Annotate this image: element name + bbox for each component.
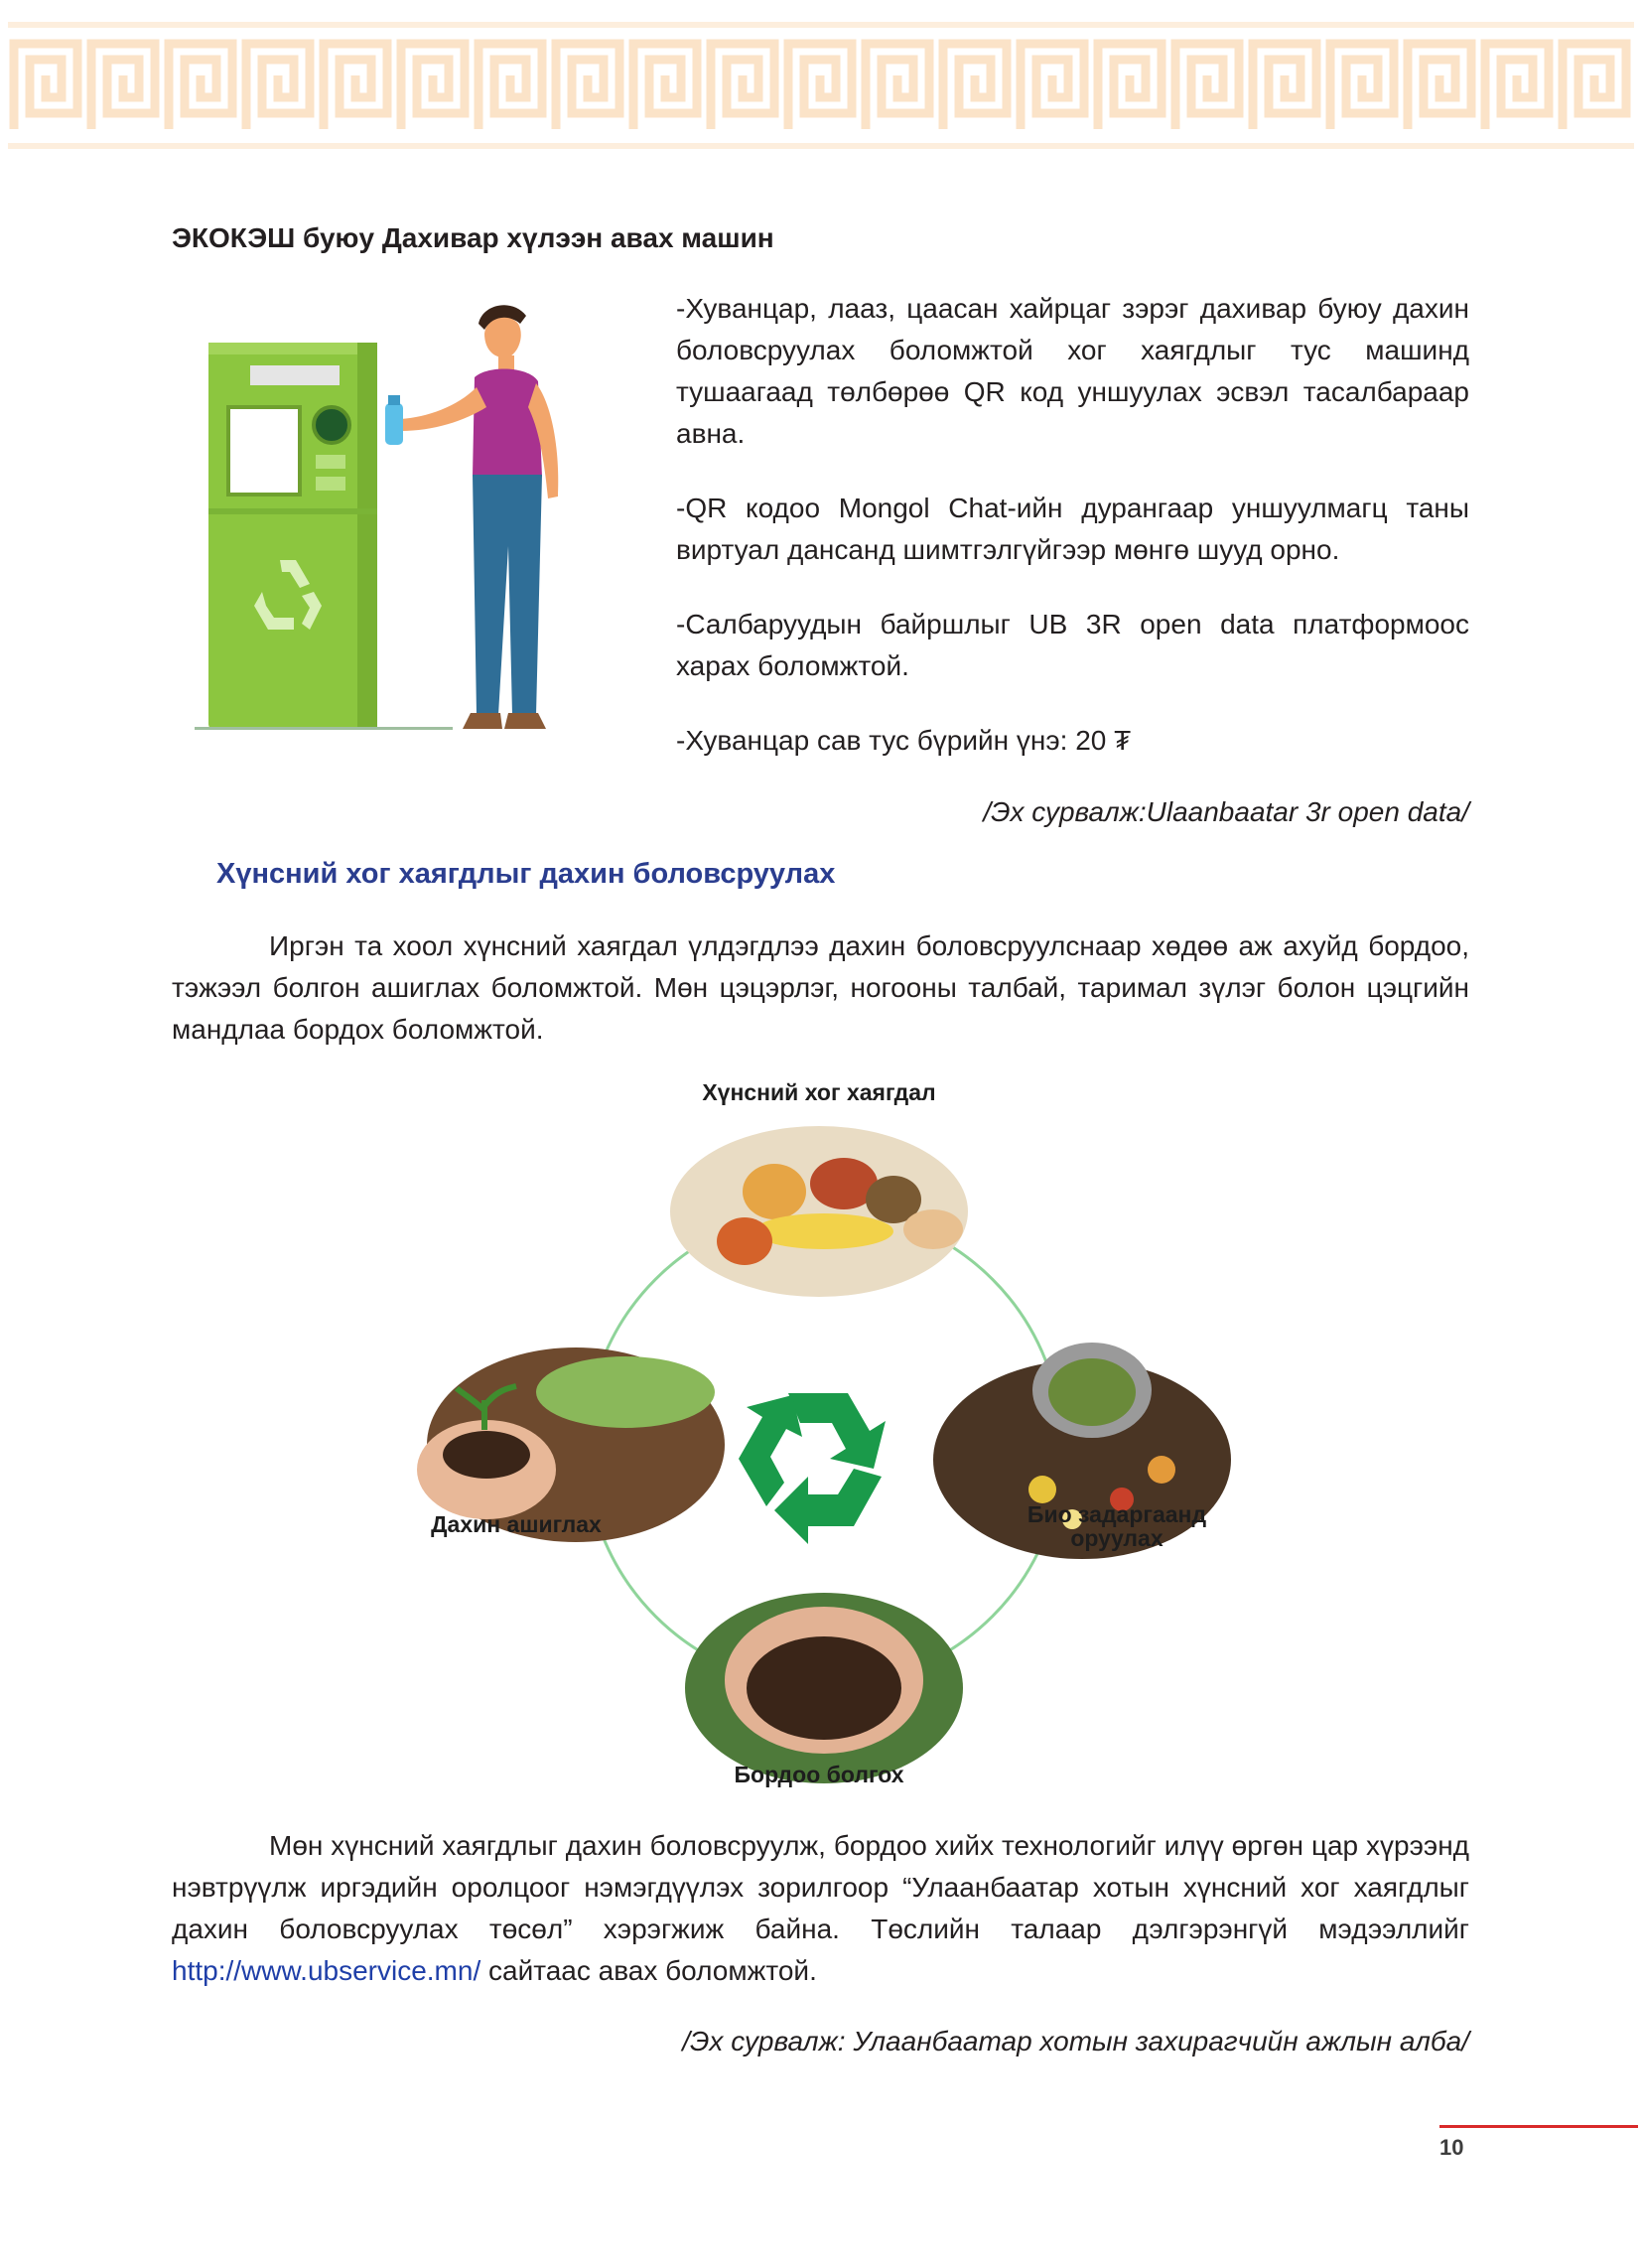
cycle-label-compost: Бордоо болгох: [734, 1762, 904, 1787]
project-paragraph: [172, 1825, 1469, 1992]
cycle-label-biodegrade-line1: Био задаргаанд: [1026, 1501, 1207, 1527]
intro-paragraph: Иргэн та хоол хүнсний хаягдал үлдэгдлээ дахин боловсруулснаар хөдөө аж ахуйд бордоо, тэжээл болгон ашиглах боломжтой. Мөн цэцэрлэг, ногооны талбай, таримал зүлэг болон цэцгийн мандлаа бордох боломжтой.: [172, 930, 1469, 1045]
source-citation-2: /Эх сурвалж: Улаанбаатар хотын захирагчийн ажлын алба/: [682, 2026, 1469, 2056]
bullet-item: -QR кодоо Mongol Chat-ийн дурангаар уншуулмагц таны виртуал дансанд шимтгэлгүйгээр мөнгө шууд орно.: [676, 493, 1469, 565]
cycle-label-biodegrade: [1003, 1502, 1231, 1550]
ubservice-link[interactable]: http://www.ubservice.mn/: [172, 1955, 481, 1986]
bullet-item: -Хуванцар, лааз, цаасан хайрцаг зэрэг дахивар буюу дахин боловсруулах боломжтой хог хаягдлыг тус машинд тушаагаад төлбөрөө QR код уншуулах эсвэл тасалбараар авна.: [676, 293, 1469, 449]
ecocash-info-list: [676, 288, 1469, 794]
food-waste-image: [670, 1126, 968, 1297]
food-waste-subheading: Хүнсний хог хаягдлыг дахин боловсруулах: [216, 858, 836, 890]
cycle-label-food-waste: Хүнсний хог хаягдал: [702, 1079, 936, 1105]
bullet-item: -Хуванцар сав тус бүрийн үнэ: 20 ₮: [676, 725, 1132, 756]
cycle-label-reuse: Дахин ашиглах: [431, 1511, 602, 1537]
footer-divider: [1439, 2125, 1638, 2128]
recycling-machine-illustration: [189, 298, 606, 735]
project-paragraph-text: Мөн хүнсний хаягдлыг дахин боловсруулж, бордоо хийх технологийг илүү өргөн цар хүрээнд нэвтрүүлж иргэдийн оролцоог нэмэгдүүлэх зорилгоор “Улаанбаатар хотын хүнсний хог хаягдлыг дахин боловсруулах төсөл” хэрэгжиж байна. Төслийн талаар дэлгэрэнгүй мэдээллийг: [172, 1830, 1469, 1944]
cycle-graphic: [357, 1072, 1291, 1807]
section-title: ЭКОКЭШ буюу Дахивар хүлээн авах машин: [172, 222, 774, 253]
food-waste-cycle-diagram: [357, 1072, 1291, 1807]
source-citation: /Эх сурвалж:Ulaanbaatar 3r open data/: [983, 796, 1469, 827]
compost-hands-image: [685, 1593, 963, 1783]
greek-key-border: [8, 22, 1634, 149]
bullet-item: -Салбаруудын байршлыг UB 3R open data платформоос харах боломжтой.: [676, 609, 1469, 681]
project-paragraph-text-end: сайтаас авах боломжтой.: [480, 1955, 817, 1986]
recycle-icon: [739, 1393, 886, 1544]
page-number: 10: [1439, 2135, 1464, 2160]
cycle-label-biodegrade-line2: оруулах: [1070, 1525, 1163, 1551]
